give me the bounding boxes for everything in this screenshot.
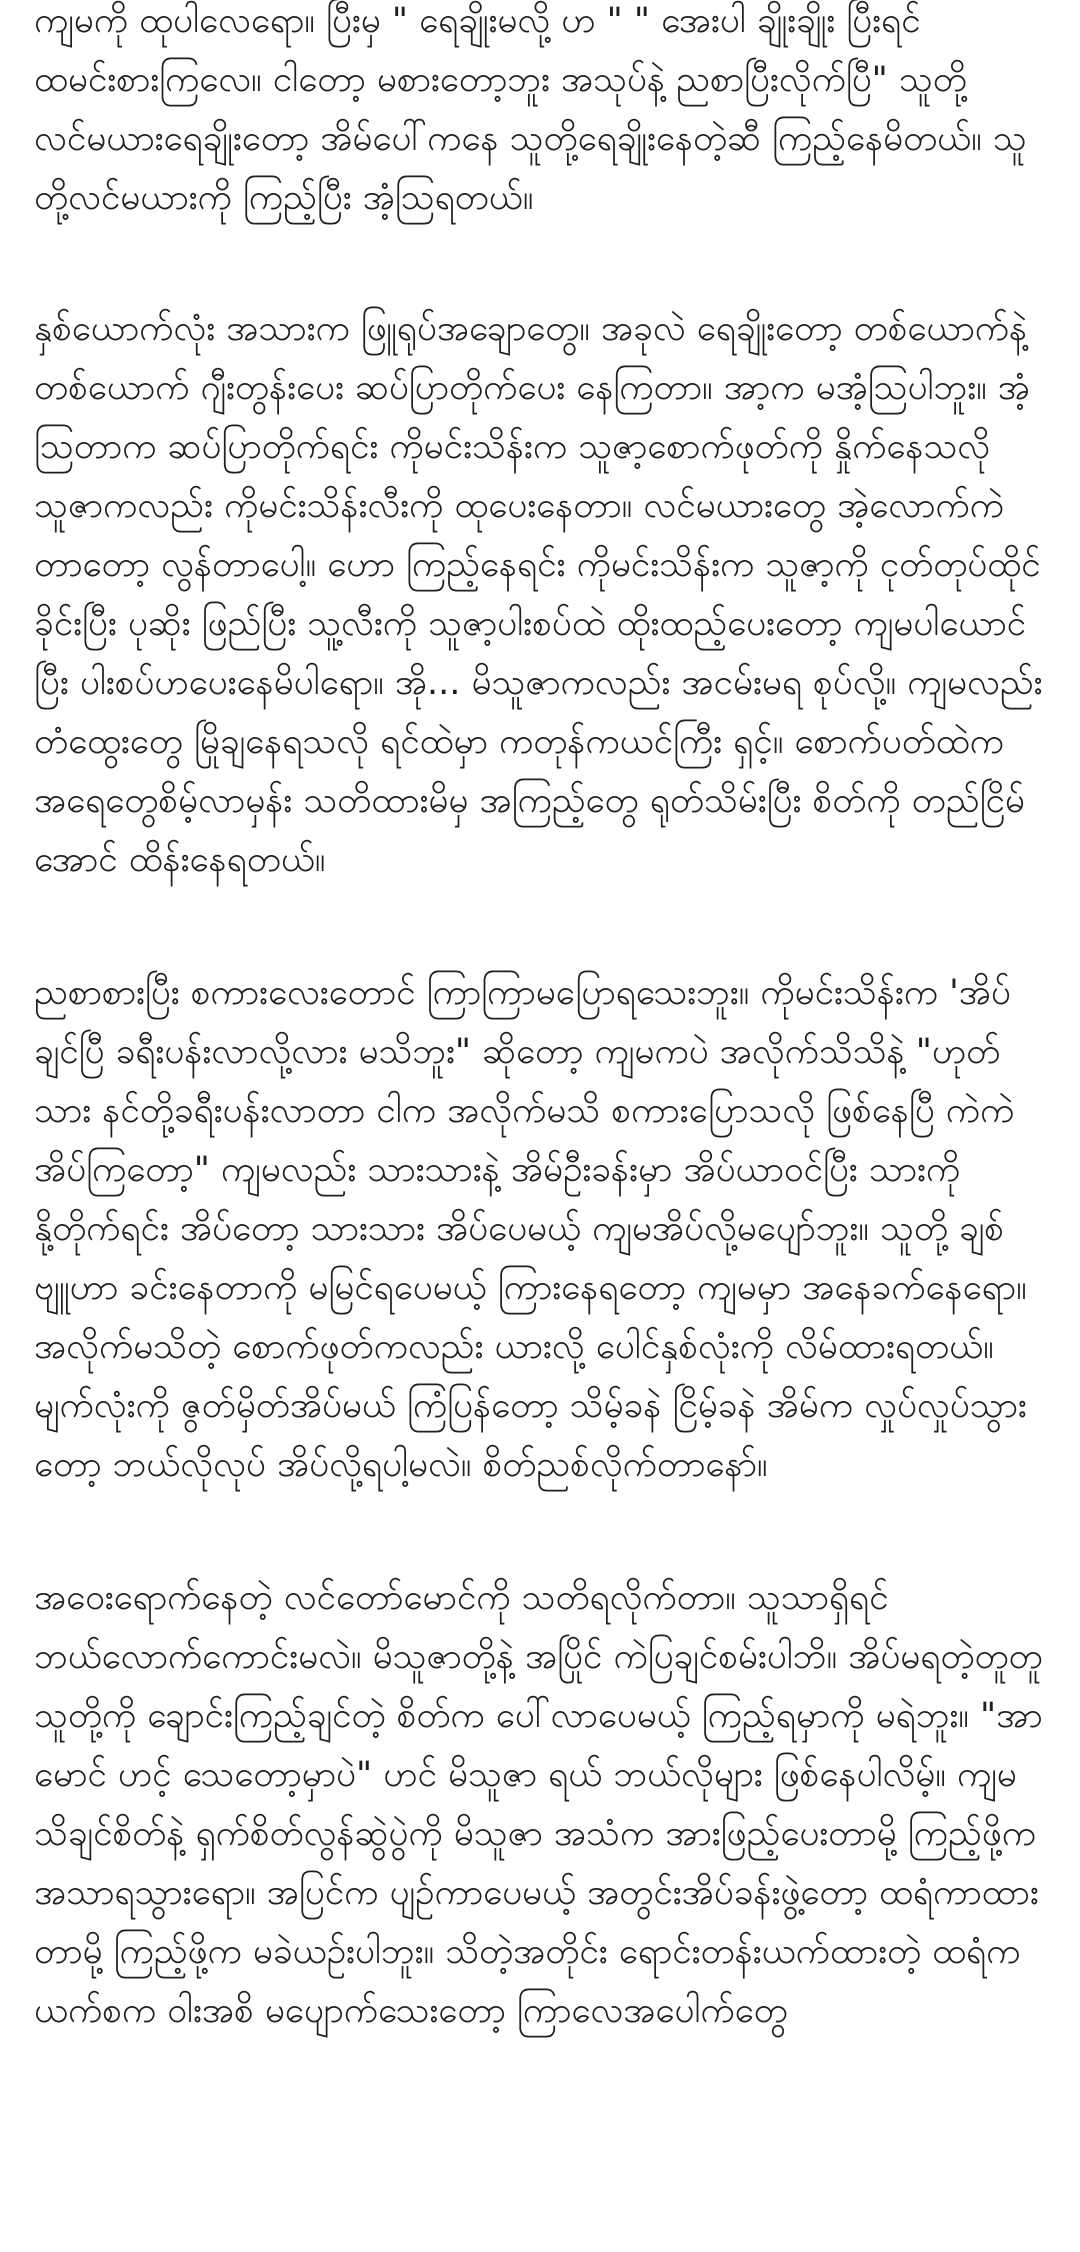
paragraph-spacer: [34, 1495, 1044, 1569]
paragraph-3: ညစာစားပြီး စကားလေးတောင် ကြာကြာမပြောရသေးဘူး။ ကိုမင်းသိန်းက 'အိပ်ချင်ပြီ ခရီးပန်းလာလို့လား မသိဘူး" ဆိုတော့ ကျမကပဲ အလိုက်သိသိနဲ့ "ဟုတ်သား နင်တို့ခရီးပန်းလာတာ ငါက အလိုက်မသိ စကားပြောသလို ဖြစ်နေပြီ ကဲကဲ အိပ်ကြတော့" ကျမလည်း သားသားနဲ့ အိမ်ဦးခန်းမှာ အိပ်ယာဝင်ပြီး သားကိုနို့တိုက်ရင်း အိပ်တော့ သားသား အိပ်ပေမယ့် ကျမအိပ်လို့မပျော်ဘူး။ သူတို့ ချစ်ဗျူဟာ ခင်းနေတာကို မမြင်ရပေမယ့် ကြားနေရတော့ ကျမမှာ အနေခက်နေရော။ အလိုက်မသိတဲ့ စောက်ဖုတ်ကလည်း ယားလို့ ပေါင်နှစ်လုံးကို လိမ်ထားရတယ်။ မျက်လုံးကို ဇွတ်မှိတ်အိပ်မယ် ကြံပြန်တော့ သိမ့်ခနဲ ငြိမ့်ခနဲ အိမ်က လှုပ်လှုပ်သွားတော့ ဘယ်လိုလုပ် အိပ်လို့ရပါ့မလဲ။ စိတ်ညစ်လိုက်တာနော်။: [34, 973, 1027, 1485]
paragraph-1: ကျမကို ထုပါလေရော။ ပြီးမှ " ရေချိုးမလို့ ဟ " " အေးပါ ချိုးချိုး ပြီးရင် ထမင်းစားကြလေ။ ငါတော့ မစားတော့ဘူး အသုပ်နဲ့ ညစာပြီးလိုက်ပြီ" သူတို့လင်မယားရေချိုးတော့ အိမ်ပေါ်ကနေ သူတို့ရေချိုးနေတဲ့ဆီ ကြည့်နေမိတယ်။ သူတို့လင်မယားကို ကြည့်ပြီး အံ့သြရတယ်။: [34, 1, 1027, 218]
paragraph-spacer: [34, 890, 1044, 964]
paragraph-2: နှစ်ယောက်လုံး အသားက ဖြူရုပ်အချောတွေ။ အခုလဲ ရေချိုးတော့ တစ်ယောက်နဲ့တစ်ယောက် ဂျီးတွန်းပေး ဆပ်ပြာတိုက်ပေး နေကြတာ။ အာ့က မအံ့သြပါဘူး။ အံ့သြတာက ဆပ်ပြာတိုက်ရင်း ကိုမင်းသိန်းက သူဇာ့စောက်ဖုတ်ကို နှိုက်နေသလို သူဇာကလည်း ကိုမင်းသိန်းလီးကို ထုပေးနေတာ။ လင်မယားတွေ အဲ့လောက်ကဲတာတော့ လွန်တာပေါ့။ ဟော ကြည့်နေရင်း ကိုမင်းသိန်းက သူဇာ့ကို ငုတ်တုပ်ထိုင်ခိုင်းပြီး ပုဆိုး ဖြည်ပြီး သူ့လီးကို သူဇာ့ပါးစပ်ထဲ ထိုးထည့်ပေးတော့ ကျမပါယောင်ပြီး ပါးစပ်ဟပေးနေမိပါရော။ အို... မိသူဇာကလည်း အငမ်းမရ စုပ်လို့။ ကျမလည်း တံထွေးတွေ မြိုချနေရသလို ရင်ထဲမှာ ကတုန်ကယင်ကြီး ရှင့်။ စောက်ပတ်ထဲက အရေတွေစိမ့်လာမှန်း သတိထားမိမှ အကြည့်တွေ ရုတ်သိမ်းပြီး စိတ်ကို တည်ငြိမ်အောင် ထိန်းနေရတယ်။: [34, 309, 1043, 880]
paragraph-4: အဝေးရောက်နေတဲ့ လင်တော်မောင်ကို သတိရလိုက်တာ။ သူသာရှိရင် ဘယ်လောက်ကောင်းမလဲ။ မိသူဇာတို့နဲ့ အပြိုင် ကဲပြချင်စမ်းပါဘိ။ အိပ်မရတဲ့တူတူ သူတို့ကို ချောင်းကြည့်ချင်တဲ့ စိတ်က ပေါ်လာပေမယ့် ကြည့်ရမှာကို မရဲဘူး။ "အာ မောင် ဟင့် သေတော့မှာပဲ" ဟင် မိသူဇာ ရယ် ဘယ်လိုများ ဖြစ်နေပါလိမ့်။ ကျမသိချင်စိတ်နဲ့ ရှက်စိတ်လွန်ဆွဲပွဲကို မိသူဇာ အသံက အားဖြည့်ပေးတာမို့ ကြည့်ဖို့က အသာရသွားရော။ အပြင်က ပျဉ်ကာပေမယ့် အတွင်းအိပ်ခန်းဖွဲ့တော့ ထရံကာထားတာမို့ ကြည့်ဖို့က မခဲယဉ်းပါဘူး။ သိတဲ့အတိုင်း ရောင်းတန်းယက်ထားတဲ့ ထရံက ယက်စက ဝါးအစိ မပျောက်သေးတော့ ကြာလေအပေါက်တွေ: [34, 1578, 1043, 2031]
paragraph-spacer: [34, 228, 1044, 300]
